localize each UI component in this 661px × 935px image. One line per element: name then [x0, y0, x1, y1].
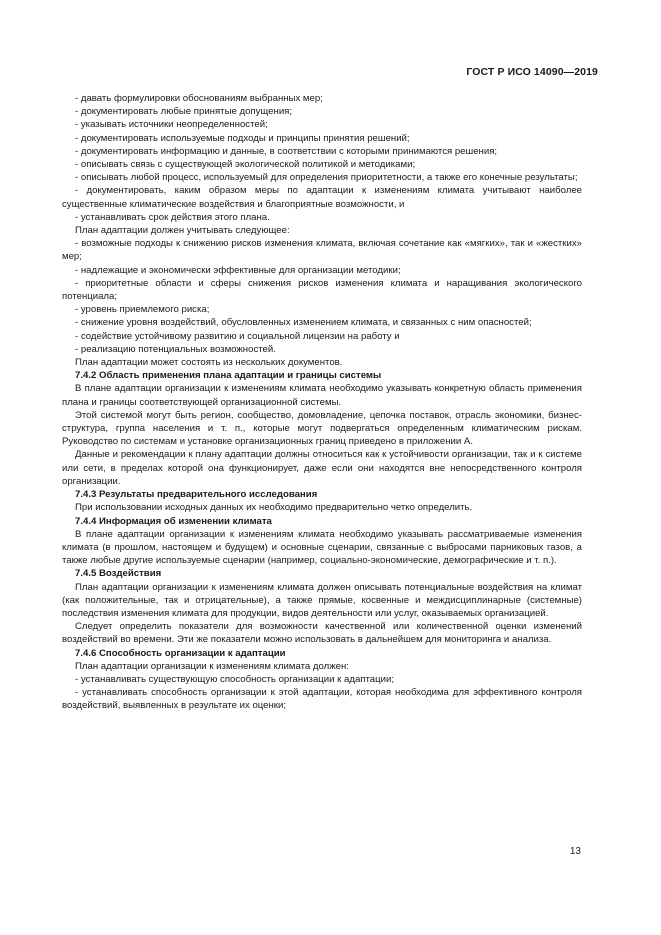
section-heading: 7.4.6 Способность организации к адаптации	[75, 647, 286, 659]
paragraph: В плане адаптации организации к изменениям климата необходимо указывать рассматриваемые изменения климата (в прошлом, настоящем и будущем) и основные сценарии, связанные с выбросами парниковых газов, а также любые другие используемые сценарии (например, социально-экономические, демографические и т. п.).	[62, 528, 582, 567]
paragraph: - содействие устойчивому развитию и социальной лицензии на работу и	[75, 330, 400, 342]
paragraph: - реализацию потенциальных возможностей.	[75, 343, 276, 355]
paragraph: - устанавливать способность организации к этой адаптации, которая необходима для эффективного контроля воздействий, выявленных в результате их оценки;	[62, 687, 582, 712]
paragraph: - надлежащие и экономически эффективные для организации методики;	[75, 264, 401, 276]
document-body	[62, 92, 582, 713]
paragraph: Данные и рекомендации к плану адаптации должны относиться как к устойчивости организации, так и к системе или сети, в пределах которой она функционирует, даже если они находятся вне непосредственного контроля организации.	[62, 449, 582, 487]
page-number: 13	[569, 846, 581, 857]
paragraph: - документировать информацию и данные, в соответствии с которыми принимаются решения;	[75, 145, 498, 157]
section-heading: 7.4.2 Область применения плана адаптации и границы системы	[75, 370, 382, 382]
paragraph: - снижение уровня воздействий, обусловленных изменением климата, и связанных с ним опасностей;	[75, 317, 532, 329]
paragraph: План адаптации организации к изменениям климата должен описывать потенциальные воздействия на климат (как положительные, так и отрицательные), а также прямые, косвенные и междисциплинарные (системные) последствия изменения климата для продукции, видов деятельности или услуг, оказываемых организацией.	[62, 581, 582, 619]
section-heading: 7.4.5 Воздействия	[75, 568, 162, 580]
paragraph: - устанавливать существующую способность организации к адаптации;	[75, 673, 394, 685]
paragraph: Следует определить показатели для возможности качественной или количественной оценки изменений воздействий во времени. Эти же показатели можно использовать в дальнейшем для мониторинга и анализа.	[62, 621, 582, 646]
paragraph: - документировать, каким образом меры по адаптации к изменениям климата учитывают наиболее существенные климатические воздействия и благоприятные возможности, и	[62, 185, 582, 210]
paragraph: - давать формулировки обоснованиям выбранных мер;	[75, 93, 323, 104]
paragraph: В плане адаптации организации к изменениям климата необходимо указывать конкретную область применения плана и границы соответствующей организационной системы.	[62, 383, 582, 408]
paragraph: - документировать любые принятые допущения;	[75, 106, 293, 118]
paragraph: - описывать связь с существующей экологической политикой и методиками;	[75, 159, 416, 171]
paragraph: Этой системой могут быть регион, сообщество, домовладение, цепочка поставок, отрасль экономики, бизнес-структура, группа населения и т. п., которые могут подвергаться определенным климатическим рискам. Руководство по системам и установке организационных границ приведено в приложении А.	[62, 409, 582, 448]
paragraph: - указывать источники неопределенностей;	[75, 119, 268, 131]
paragraph: При использовании исходных данных их необходимо предварительно четко определить.	[75, 502, 473, 514]
paragraph: - устанавливать срок действия этого плана.	[75, 211, 270, 223]
section-heading: 7.4.4 Информация об изменении климата	[75, 515, 272, 527]
paragraph: - описывать любой процесс, используемый для определения приоритетности, а также его конечные результаты;	[75, 172, 578, 184]
section-heading: 7.4.3 Результаты предварительного исследования	[75, 489, 318, 501]
paragraph: План адаптации должен учитывать следующее:	[75, 225, 290, 237]
paragraph: План адаптации может состоять из нескольких документов.	[75, 357, 343, 369]
paragraph: План адаптации организации к изменениям климата должен:	[75, 660, 349, 672]
paragraph: - возможные подходы к снижению рисков изменения климата, включая сочетание как «мягких», так и «жестких» мер;	[62, 238, 582, 263]
paragraph: - уровень приемлемого риска;	[75, 304, 210, 316]
document-header: ГОСТ Р ИСО 14090—2019	[466, 66, 598, 78]
paragraph: - документировать используемые подходы и принципы принятия решений;	[75, 132, 410, 144]
paragraph: - приоритетные области и сферы снижения рисков изменения климата и наращивания экологического потенциала;	[62, 277, 582, 303]
